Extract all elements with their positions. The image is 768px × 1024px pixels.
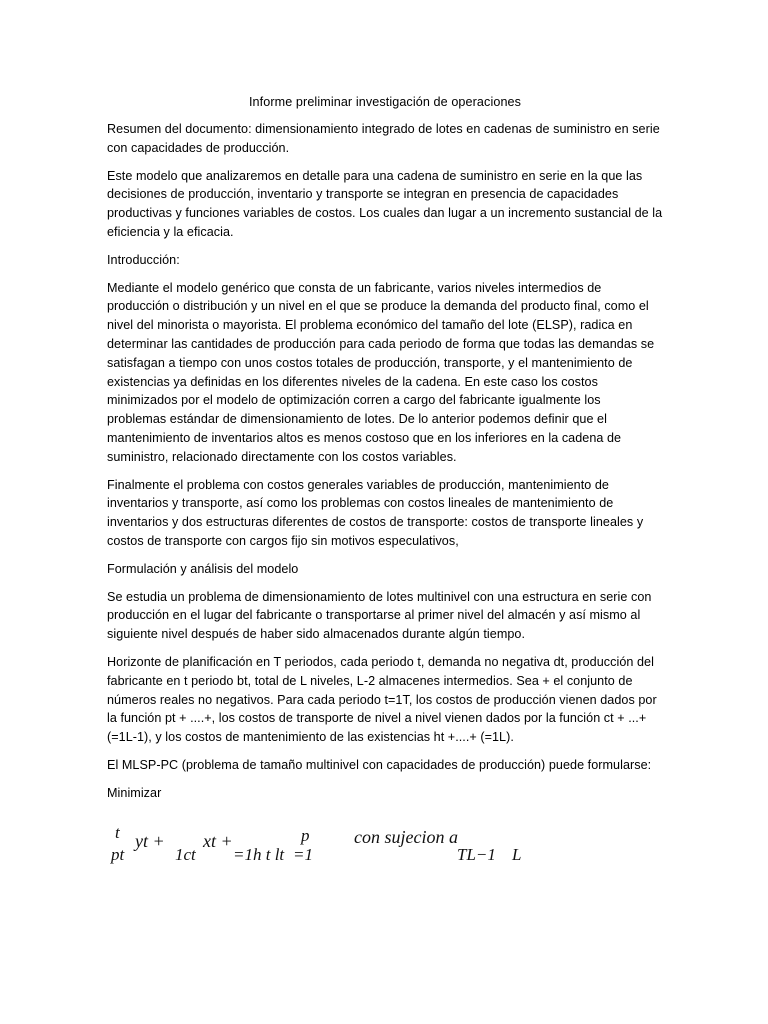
introduction-paragraph: Mediante el modelo genérico que consta de un fabricante, varios niveles intermedios de producción o distribución y un nivel en el que se produce la demanda del producto final, como el nivel del minorista o mayorista. El problema económico del tamaño del lote (ELSP), radica en determinar las cantidades de producción para cada periodo de forma que todas las demandas se satisfagan a tiempo con unos costos totales de producción, transporte, y el mantenimiento de existencias ya definidas en los diferentes niveles de la cadena. En este caso los costos minimizados por el modelo de optimización corren a cargo del fabricante igualmente los problemas estándar de dimensionamiento de lotes. De lo anterior podemos definir que el mantenimiento de inventarios altos es menos costoso que en los inferiores en la cadena de suministro, relacionado directamente con los costos variables. <box>107 280 655 464</box>
document-body <box>107 93 663 883</box>
formula-yt-plus: yt + <box>135 830 165 851</box>
objective-formula <box>107 823 663 883</box>
formula-eq-1: =1 <box>293 844 313 864</box>
formula-1h: =1h t lt <box>233 844 285 864</box>
horizon-paragraph: Horizonte de planificación en T periodos, cada periodo t, demanda no negativa dt, producción del fabricante en t periodo bt, total de L niveles, L-2 almacenes intermedios. Sea + el conjunto de números reales no negativos. Para cada periodo t=1T, los costos de producción vienen dados por la función pt + ....+, los costos de transporte de nivel a nivel vienen dados por la función ct + ...+ (=1L-1), y los costos de mantenimiento de las existencias ht +....+ (=1L). <box>107 654 657 745</box>
formula-t: t <box>115 822 120 842</box>
summary-paragraph: Resumen del documento: dimensionamiento integrado de lotes en cadenas de suministro en serie con capacidades de producción. <box>107 122 660 155</box>
formula-1ct: 1ct <box>175 844 196 864</box>
mlsp-pc-paragraph: El MLSP-PC (problema de tamaño multinivel con capacidades de producción) puede formularse: <box>107 757 652 772</box>
formula-tl-minus-1: TL−1 <box>457 844 496 864</box>
formula-l: L <box>512 844 522 864</box>
formula-xt-plus: xt + <box>203 830 233 851</box>
formula-p: p <box>301 825 310 845</box>
formulation-paragraph: Se estudia un problema de dimensionamiento de lotes multinivel con una estructura en serie con producción en el lugar del fabricante o transportarse al primer nivel del almacén y así mismo al siguiente nivel después de haber sido almacenados durante algún tiempo. <box>107 589 652 642</box>
formula-pt: pt <box>111 844 125 864</box>
document-title: Informe preliminar investigación de operaciones <box>248 95 522 109</box>
formula-con-sujecion: con sujecion a <box>354 826 458 847</box>
introduction-heading: Introducción: <box>107 252 180 267</box>
formulation-heading: Formulación y análisis del modelo <box>107 561 299 576</box>
model-description-paragraph: Este modelo que analizaremos en detalle para una cadena de suministro en serie en la que las decisiones de producción, inventario y transporte se integran en presencia de capacidades productivas y funciones variables de costos. Los cuales dan lugar a un incremento sustancial de la eficiencia y la eficacia. <box>107 168 663 239</box>
minimize-label: Minimizar <box>107 785 162 800</box>
costs-paragraph: Finalmente el problema con costos generales variables de producción, mantenimiento de inventarios y transporte, así como los problemas con costos lineales de mantenimiento de inventarios y dos estructuras diferentes de costos de transporte: costos de transporte lineales y costos de transporte con cargos fijo sin motivos especulativos, <box>107 477 644 548</box>
